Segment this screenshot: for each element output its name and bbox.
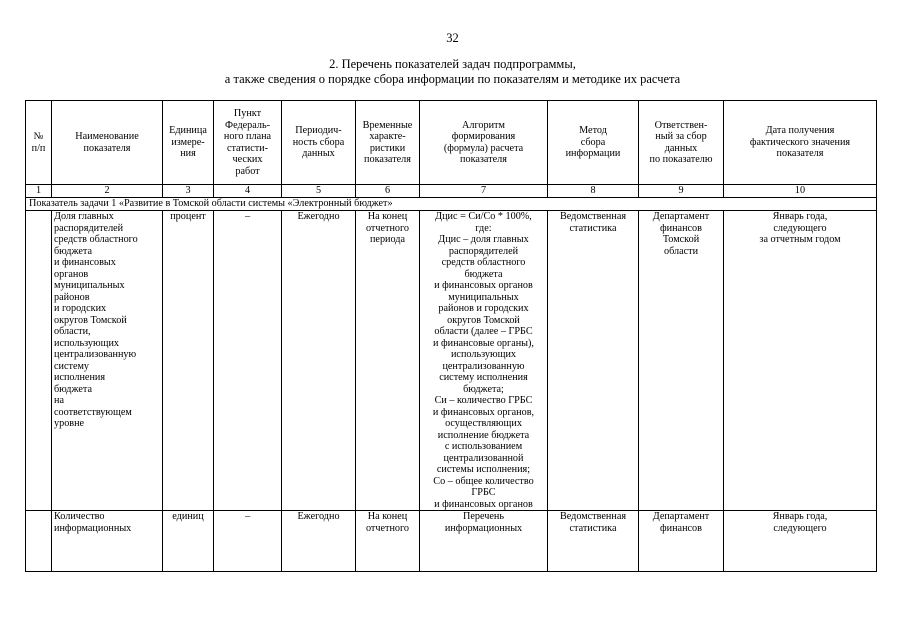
- column-number-row: [26, 185, 877, 198]
- actual-value-date: Январь года, следующего: [724, 511, 877, 572]
- column-number: 3: [163, 185, 214, 198]
- time-characteristics: На конец отчетного: [356, 511, 420, 572]
- section-title: Показатель задачи 1 «Развитие в Томской области системы «Электронный бюджет»: [26, 198, 877, 211]
- unit: единиц: [163, 511, 214, 572]
- responsible-party: Департамент финансов Томской области: [639, 211, 724, 511]
- header-cell: Метод сбора информации: [548, 101, 639, 185]
- header-cell: Периодич- ность сбора данных: [282, 101, 356, 185]
- header-cell: Пункт Федераль- ного плана статисти- ческих работ: [214, 101, 282, 185]
- collection-method: Ведомственная статистика: [548, 211, 639, 511]
- indicator-name: Доля главных распорядителей средств областного бюджета и финансовых органов муниципальных районов и городских округов Томской области, использующих централизованную систему исполнения бюджета на соответствующем уровне: [52, 211, 163, 511]
- periodicity: Ежегодно: [282, 211, 356, 511]
- header-cell: Ответствен- ный за сбор данных по показателю: [639, 101, 724, 185]
- title-line-1: 2. Перечень показателей задач подпрограммы,: [329, 57, 576, 71]
- column-number: 6: [356, 185, 420, 198]
- header-cell: Наименование показателя: [52, 101, 163, 185]
- column-number: 5: [282, 185, 356, 198]
- federal-plan-item: –: [214, 211, 282, 511]
- column-number: 8: [548, 185, 639, 198]
- document-title: [0, 57, 905, 87]
- unit: процент: [163, 211, 214, 511]
- row-number: [26, 511, 52, 572]
- responsible-party: Департамент финансов: [639, 511, 724, 572]
- federal-plan-item: –: [214, 511, 282, 572]
- column-number: 9: [639, 185, 724, 198]
- table-row: [26, 211, 877, 511]
- header-cell: Временные характе- ристики показателя: [356, 101, 420, 185]
- indicators-table: [25, 100, 877, 572]
- calculation-algorithm: Перечень информационных: [420, 511, 548, 572]
- collection-method: Ведомственная статистика: [548, 511, 639, 572]
- section-row: [26, 198, 877, 211]
- calculation-algorithm: Дцис = Си/Со * 100%, где: Дцис – доля главных распорядителей средств областного бюджета и финансовых органов муниципальных районов и городских округов Томской области (далее – ГРБС и финансовые органы), использующих централизованную систему исполнения бюджета; Си – количество ГРБС и финансовых органов, осуществляющих исполнение бюджета с использованием централизованной системы исполнения; Со – общее количество ГРБС и финансовых органов: [420, 211, 548, 511]
- time-characteristics: На конец отчетного периода: [356, 211, 420, 511]
- table-row: [26, 511, 877, 572]
- header-cell: Дата получения фактического значения показателя: [724, 101, 877, 185]
- periodicity: Ежегодно: [282, 511, 356, 572]
- header-cell: Единица измере- ния: [163, 101, 214, 185]
- title-line-2: а также сведения о порядке сбора информации по показателям и методике их расчета: [224, 72, 681, 86]
- column-number: 1: [26, 185, 52, 198]
- column-number: 2: [52, 185, 163, 198]
- actual-value-date: Январь года, следующего за отчетным годом: [724, 211, 877, 511]
- column-number: 4: [214, 185, 282, 198]
- header-row: [26, 101, 877, 185]
- row-number: [26, 211, 52, 511]
- page-number: 32: [446, 31, 459, 45]
- indicator-name: Количество информационных: [52, 511, 163, 572]
- header-cell: № п/п: [26, 101, 52, 185]
- header-cell: Алгоритм формирования (формула) расчета показателя: [420, 101, 548, 185]
- column-number: 7: [420, 185, 548, 198]
- column-number: 10: [724, 185, 877, 198]
